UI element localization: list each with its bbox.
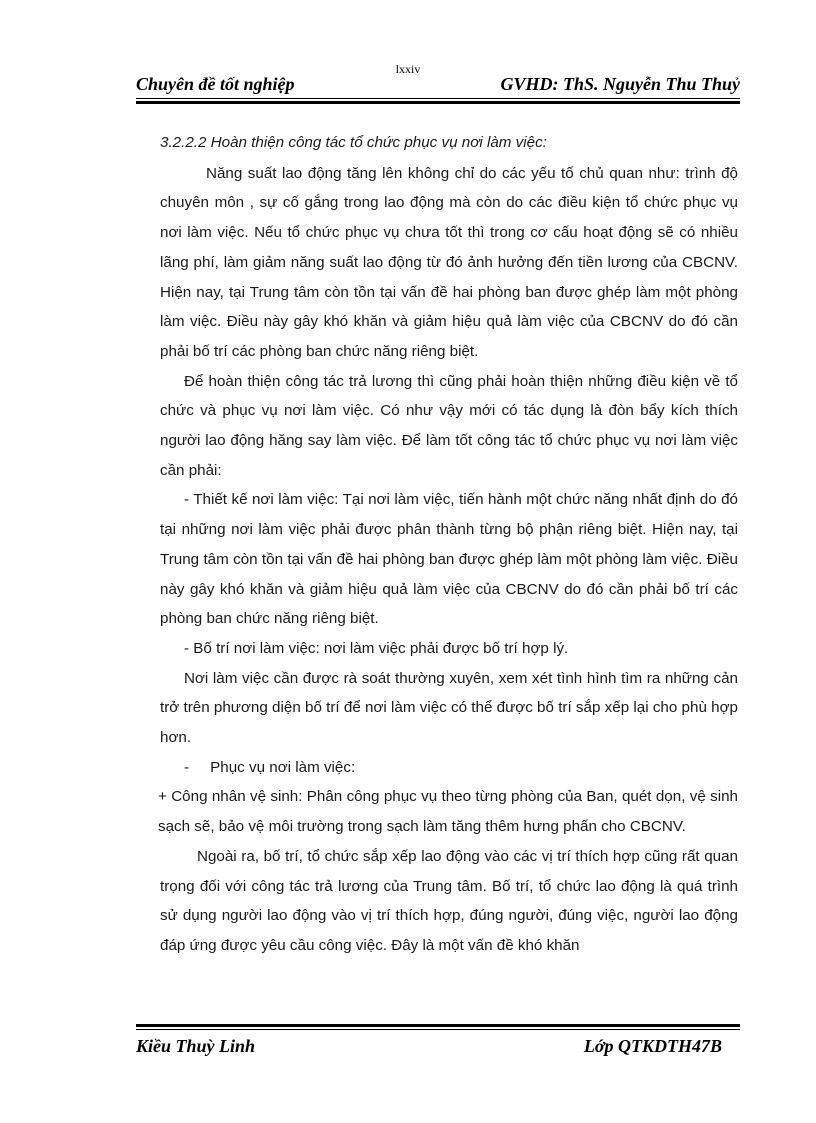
page-header	[136, 68, 740, 98]
list-item: - Thiết kế nơi làm việc: Tại nơi làm việc, tiến hành một chức năng nhất định do đó tại những nơi làm việc phải được phân thành từng bộ phận riêng biệt. Hiện nay, tại Trung tâm còn tồn tại vấn đề hai phòng ban được ghép làm một phòng làm việc. Điều này gây khó khăn và giảm hiệu quả làm việc của CBCNV do đó cần phải bố trí các phòng ban chức năng riêng biệt.	[160, 491, 738, 628]
header-rule-thick	[136, 101, 740, 104]
footer-author: Kiều Thuỳ Linh	[136, 1036, 256, 1056]
paragraph: Năng suất lao động tăng lên không chỉ do các yếu tố chủ quan như: trình độ chuyên môn , sự cố gắng trong lao động mà còn do các điều kiện tổ chức phục vụ nơi làm việc. Nếu tổ chức phục vụ chưa tốt thì trong cơ cấu hoạt động sẽ có nhiều lãng phí, làm giảm năng suất lao động từ đó ảnh hưởng đến tiền lương của CBCNV. Hiện nay, tại Trung tâm còn tồn tại vấn đề hai phòng ban được ghép làm một phòng làm việc. Điều này gây khó khăn và giảm hiệu quả làm việc của CBCNV do đó cần phải bố trí các phòng ban chức năng riêng biệt.	[160, 164, 738, 360]
footer-class: Lớp QTKDTH47B	[583, 1036, 722, 1056]
paragraph: Để hoàn thiện công tác trả lương thì cũng phải hoàn thiện những điều kiện về tổ chức và phục vụ nơi làm việc. Có như vậy mới có tác dụng là đòn bẩy kích thích người lao động hăng say làm việc. Để làm tốt công tác tổ chức phục vụ nơi làm việc cần phải:	[160, 372, 738, 479]
page-number: lxxiv	[395, 62, 421, 76]
section-heading: 3.2.2.2 Hoàn thiện công tác tổ chức phục vụ nơi làm việc:	[160, 134, 547, 151]
header-document-title: Chuyên đề tốt nghiệp	[136, 74, 295, 94]
page-body	[160, 128, 738, 961]
header-rule-thin	[136, 98, 740, 99]
paragraph: Ngoài ra, bố trí, tổ chức sắp xếp lao động vào các vị trí thích hợp cũng rất quan trọng đối với công tác trả lương của Trung tâm. Bố trí, tổ chức lao động là quá trình sử dụng người lao động vào vị trí thích hợp, đúng người, đúng việc, người lao động đáp ứng được yêu cầu công việc. Đây là một vấn đề khó khăn	[160, 847, 738, 954]
list-item: - Phục vụ nơi làm việc:	[184, 758, 356, 776]
footer-rule-thick	[136, 1024, 740, 1027]
page-footer	[136, 1034, 740, 1064]
paragraph: + Công nhân vệ sinh: Phân công phục vụ theo từng phòng của Ban, quét dọn, vệ sinh sạch sẽ, bảo vệ môi trường trong sạch làm tăng thêm hưng phấn cho CBCNV.	[158, 788, 738, 836]
footer-rule-thin	[136, 1029, 740, 1030]
list-item: - Bố trí nơi làm việc: nơi làm việc phải được bố trí hợp lý.	[184, 639, 569, 657]
header-supervisor: GVHD: ThS. Nguyễn Thu Thuỷ	[500, 74, 740, 94]
paragraph: Nơi làm việc cần được rà soát thường xuyên, xem xét tình hình tìm ra những cản trở trên phương diện bố trí để nơi làm việc có thể được bố trí sắp xếp lại cho phù hợp hơn.	[160, 669, 738, 747]
